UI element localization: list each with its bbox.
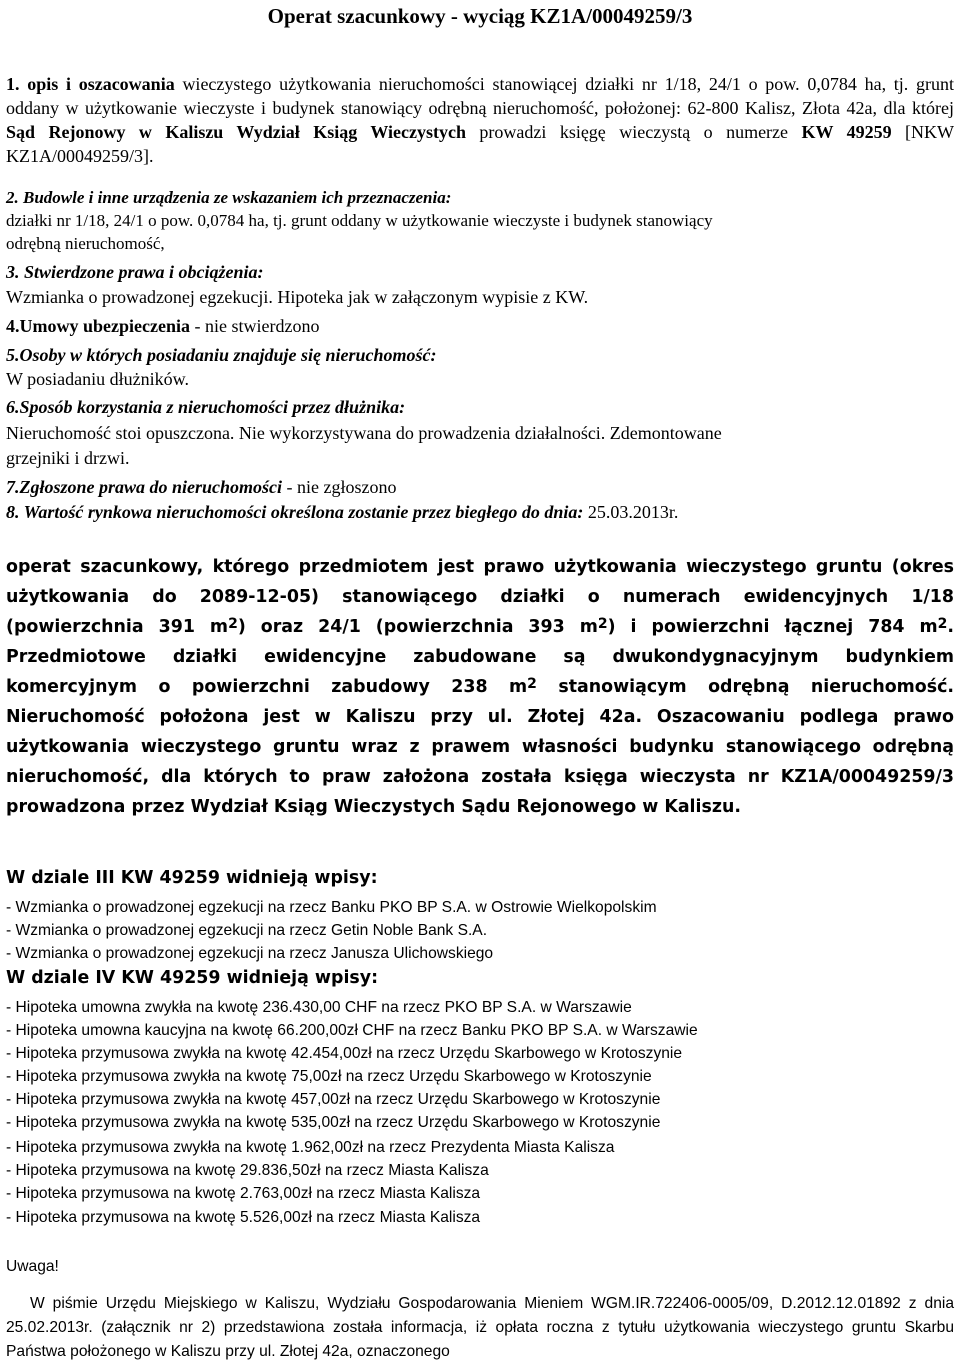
page-title: Operat szacunkowy - wyciąg KZ1A/00049259/3	[267, 4, 693, 28]
list-item: - Hipoteka przymusowa zwykła na kwotę 75,00zł na rzecz Urzędu Skarbowego w Krotoszynie	[6, 1068, 652, 1085]
appraisal-text-5: stanowiącym odrębną nieruchomość. Nieruchomość położona jest w Kaliszu przy ul. Złotej 42a. Oszacowaniu podlega prawo użytkowania wieczystego gruntu wraz z prawem własności budynku stanowiącego odrębną nieruchomość, dla których to praw założona została księga wieczysta nr KZ1A/00049259/3 prowadzona przez Wydział Ksiąg Wieczystych Sądu Rejonowego w Kaliszu.	[6, 677, 954, 817]
appraisal-text-2: ) oraz 24/1 (powierzchnia 393 m	[237, 617, 598, 637]
list-item: - Hipoteka przymusowa zwykła na kwotę 1.962,00zł na rzecz Prezydenta Miasta Kalisza	[6, 1139, 615, 1156]
section-6-line2: grzejniki i drzwi.	[6, 448, 130, 468]
section-7-heading: 7.Zgłoszone prawa do nieruchomości	[6, 477, 283, 497]
section-5-heading: 5.Osoby w których posiadaniu znajduje się nieruchomość:	[6, 345, 437, 365]
section-8-date: 25.03.2013r.	[583, 502, 679, 522]
superscript-4: 2	[527, 676, 537, 692]
section-4	[6, 316, 319, 337]
section-2-line1: działki nr 1/18, 24/1 o pow. 0,0784 ha, tj. grunt oddany w użytkowanie wieczyste i budynek stanowiący	[6, 211, 713, 230]
uwaga-label: Uwaga!	[6, 1258, 59, 1275]
list-item: - Wzmianka o prowadzonej egzekucji na rzecz Banku PKO BP S.A. w Ostrowie Wielkopolskim	[6, 899, 657, 916]
section-7-rest: - nie zgłoszono	[282, 477, 397, 497]
section-4-rest: - nie stwierdzono	[189, 316, 320, 336]
appraisal-paragraph	[6, 552, 954, 822]
appraisal-text-3: ) i powierzchni łącznej 784 m	[607, 617, 938, 637]
section-1-kw-ref: [NKW KZ1A/00049259/3].	[6, 122, 955, 166]
section-7	[6, 477, 397, 498]
section-8	[6, 502, 678, 523]
list-item: - Wzmianka o prowadzonej egzekucji na rzecz Getin Noble Bank S.A.	[6, 922, 488, 939]
section-1-lead: opis i oszacowania	[27, 74, 175, 94]
list-item: - Hipoteka przymusowa zwykła na kwotę 535,00zł na rzecz Urzędu Skarbowego w Krotoszynie	[6, 1114, 661, 1131]
dzial-4-heading: W dziale IV KW 49259 widnieją wpisy:	[6, 968, 379, 988]
section-6-heading: 6.Sposób korzystania z nieruchomości przez dłużnika:	[6, 397, 406, 417]
section-1-number: 1.	[6, 74, 20, 94]
section-1-court-rest: prowadzi księgę wieczystą o numerze	[479, 122, 789, 142]
uwaga-text: W piśmie Urzędu Miejskiego w Kaliszu, Wydziału Gospodarowania Mieniem WGM.IR.722406-0005/09, D.2012.12.01892 z dnia 25.02.2013r. (załącznik nr 2) przedstawiona została informacja, iż opłata roczna z tytułu użytkowania wieczystego gruntu Skarbu Państwa położonego w Kaliszu przy ul. Złotej 42a, oznaczonego	[6, 1295, 954, 1360]
list-item: - Hipoteka umowna kaucyjna na kwotę 66.200,00zł CHF na rzecz Banku PKO BP S.A. w Warszawie	[6, 1022, 698, 1039]
section-6-line1: Nieruchomość stoi opuszczona. Nie wykorzystywana do prowadzenia działalności. Zdemontowane	[6, 423, 722, 443]
section-5-text: W posiadaniu dłużników.	[6, 369, 189, 389]
section-1-text: wieczystego użytkowania nieruchomości stanowiącej działki nr 1/18, 24/1 o pow. 0,0784 ha, tj. grunt oddany w użytkowanie wieczyste i budynek stanowiący odrębną nieruchomość, położonej: 62-800 Kalisz, Złota 42a, dla której	[6, 74, 955, 118]
section-1-description	[6, 72, 954, 168]
superscript-3: 2	[937, 616, 948, 632]
list-item: - Hipoteka umowna zwykła na kwotę 236.430,00 CHF na rzecz PKO BP S.A. w Warszawie	[6, 999, 632, 1016]
section-8-heading: 8. Wartość rynkowa nieruchomości określona zostanie przez biegłego do dnia:	[6, 502, 584, 522]
appraisal-text-4: . Przedmiotowe działki ewidencyjne zabudowane są dwukondygnacyjnym budynkiem komercyjnym o powierzchni zabudowy 238 m	[6, 617, 955, 697]
list-item: - Hipoteka przymusowa na kwotę 29.836,50zł na rzecz Miasta Kalisza	[6, 1162, 489, 1179]
section-3-text: Wzmianka o prowadzonej egzekucji. Hipoteka jak w załączonym wypisie z KW.	[6, 287, 589, 307]
list-item: - Hipoteka przymusowa na kwotę 5.526,00zł na rzecz Miasta Kalisza	[6, 1209, 481, 1226]
dzial-3-heading: W dziale III KW 49259 widnieją wpisy:	[6, 868, 378, 888]
section-1-kw: KW 49259	[801, 122, 892, 142]
appraisal-text-1: operat szacunkowy, którego przedmiotem jest prawo użytkowania wieczystego gruntu (okres użytkowania do 2089-12-05) stanowiącego działki o numerach ewidencyjnych 1/18 (powierzchnia 391 m	[6, 557, 954, 637]
section-2-line2: odrębną nieruchomość,	[6, 234, 165, 253]
section-1-court: Sąd Rejonowy w Kaliszu Wydział Ksiąg Wieczystych	[6, 122, 466, 142]
superscript-1: 2	[228, 616, 238, 632]
section-4-heading: 4.Umowy ubezpieczenia	[6, 316, 190, 336]
superscript-2: 2	[597, 616, 608, 632]
list-item: - Hipoteka przymusowa na kwotę 2.763,00zł na rzecz Miasta Kalisza	[6, 1185, 481, 1202]
list-item: - Hipoteka przymusowa zwykła na kwotę 42.454,00zł na rzecz Urzędu Skarbowego w Krotoszynie	[6, 1045, 683, 1062]
list-item: - Hipoteka przymusowa zwykła na kwotę 457,00zł na rzecz Urzędu Skarbowego w Krotoszynie	[6, 1091, 661, 1108]
section-2-heading: 2. Budowle i inne urządzenia ze wskazaniem ich przeznaczenia:	[6, 188, 452, 207]
list-item: - Wzmianka o prowadzonej egzekucji na rzecz Janusza Ulichowskiego	[6, 945, 494, 962]
section-3-heading: 3. Stwierdzone prawa i obciążenia:	[6, 262, 264, 282]
